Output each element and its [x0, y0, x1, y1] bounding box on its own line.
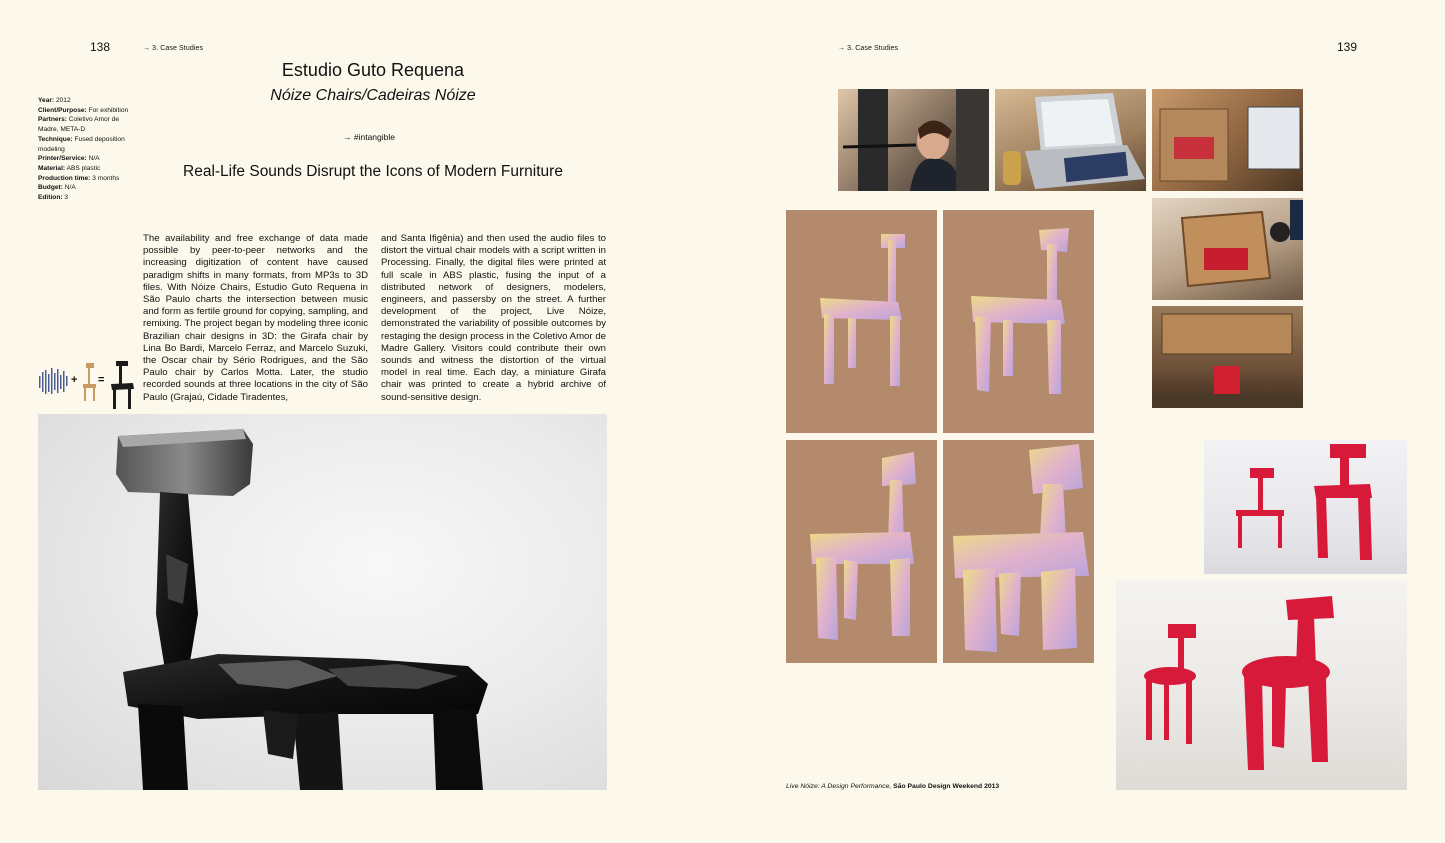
red-chairs-large: [1116, 580, 1407, 790]
meta-edition: Edition: 3: [38, 194, 69, 202]
red-chairs-small: [1204, 440, 1407, 574]
red-chairs-photo-large: [1116, 580, 1407, 790]
people-silhouette: [838, 89, 989, 191]
photo-caption: Live Nóize: A Design Performance, São Paulo Design Weekend 2013: [786, 783, 1000, 790]
article-headline: Real-Life Sounds Disrupt the Icons of Modern Furniture: [183, 163, 563, 180]
printer-closeup-photo: [1152, 198, 1303, 300]
projection-chair-2: [943, 210, 1094, 433]
diagram-equals: =: [98, 374, 105, 386]
projected-chair-3: [786, 440, 937, 663]
category-tag: → #intangible: [343, 132, 395, 142]
printer-computer-photo: [1152, 89, 1303, 191]
page-number-left: 138: [90, 40, 111, 54]
meta-material: Material: ABS plastic: [38, 164, 101, 172]
projected-chair-4: [943, 440, 1094, 663]
process-diagram: [38, 360, 138, 410]
faceted-chair-illustration: [38, 414, 607, 790]
printer-shape: [1152, 89, 1303, 191]
body-column-1: The availability and free exchange of data made possible by peer-to-peer networks and the increasing digitization of content have caused paradigm shifts in many formats, from MP3s to 3D files. With Nóize Chairs, Estudio Guto Requena in São Paulo charts the intersection between music and form as fertile ground for copying, sampling, and remixing. The project began by modeling three iconic Brazilian chair designs in 3D: the Girafa chair by Lina Bo Bardi, Marcelo Ferraz, and Marcelo Suzuki, the Oscar chair by Sério Rodrigues, and the São Paulo chair by Carlos Motta. Later, the studio recorded sounds at three locations in the city of São Paulo (Grajaú, Cidade Tiradentes,: [143, 233, 368, 403]
running-head-right: → 3. Case Studies: [838, 45, 899, 52]
running-head-left: → 3. Case Studies: [143, 45, 204, 52]
projection-chair-1: [786, 210, 937, 433]
meta-budget: Budget: N/A: [38, 184, 76, 192]
red-chairs-photo-small: [1204, 440, 1407, 574]
page-number-right: 139: [1337, 40, 1358, 54]
body-column-2: and Santa Ifigênia) and then used the audio files to distort the virtual chair models with a script written in Processing. Finally, the digital files were printed at full scale in ABS plastic, fusing the input of a distributed network of designers, modelers, engineers, and passersby on the street. A further development of the project, Live Nóize, demonstrated the variability of possible outcomes by restaging the design process in the Coletivo Amor de Madre Gallery. Visitors could contribute their own sounds and witness the distortion of the virtual model in real time. Each day, a miniature Girafa chair was printed to create a hybrid archive of sound-sensitive design.: [381, 233, 606, 403]
projected-chair-1: [786, 210, 937, 433]
projection-chair-3: [786, 440, 937, 663]
meta-technique: Technique: Fused deposition modeling: [38, 135, 125, 153]
projection-chair-4: [943, 440, 1094, 663]
meta-production-time: Production time: 3 months: [38, 174, 120, 182]
printer-frame: [1152, 198, 1303, 300]
laptop-controller-photo: [995, 89, 1146, 191]
distorted-chair-icon: [108, 360, 136, 410]
laptop-shape: [995, 89, 1146, 191]
printer-red-print-photo: [1152, 306, 1303, 408]
meta-client: Client/Purpose: For exhibition: [38, 106, 129, 114]
black-chair-photo: [38, 414, 607, 790]
project-title: Nóize Chairs/Cadeiras Nóize: [270, 87, 476, 104]
diagram-plus: +: [71, 374, 78, 386]
meta-year: Year: 2012: [38, 97, 71, 104]
studio-title: Estudio Guto Requena: [281, 60, 465, 80]
boy-microphone-photo: [838, 89, 989, 191]
meta-printer: Printer/Service: N/A: [38, 155, 100, 163]
project-meta: [38, 96, 138, 203]
printer-frame-2: [1152, 306, 1303, 408]
projected-chair-2: [943, 210, 1094, 433]
meta-partners: Partners: Coletivo Amor de Madre, META-D: [38, 116, 119, 134]
wooden-chair-icon: [80, 362, 98, 402]
